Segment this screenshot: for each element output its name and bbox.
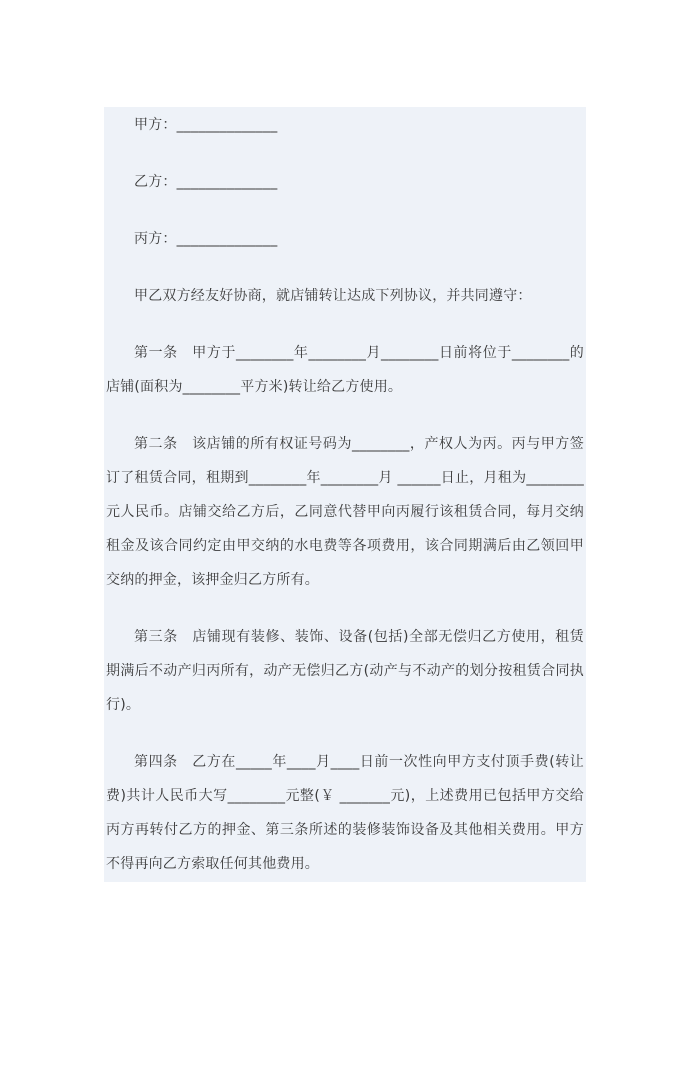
clause-2-paragraph: 第二条 该店铺的所有权证号码为________，产权人为丙。丙与甲方签订了租赁合同，租期到________年________月 ______日止，月租为________元人民币。店铺交给乙方后，乙同意代替甲向丙履行该租赁合同，每月交纳租金及该合同约定由甲交纳的水电费等各项费用，该合同期满后由乙领回甲交纳的押金，该押金归乙方所有。	[106, 436, 584, 588]
clause-4-paragraph: 第四条 乙方在_____年____月____日前一次性向甲方支付顶手费(转让费)共计人民币大写________元整(￥ _______元)，上述费用已包括甲方交给丙方再转付乙方的押金、第三条所述的装修装饰设备及其他相关费用。甲方不得再向乙方索取任何其他费用。	[106, 754, 584, 872]
party-a-line: 甲方：______________	[134, 117, 278, 133]
page	[0, 107, 690, 1083]
preamble-paragraph: 甲乙双方经友好协商，就店铺转让达成下列协议，并共同遵守：	[134, 288, 532, 304]
party-c-line: 丙方：______________	[134, 231, 278, 247]
party-b-line: 乙方：______________	[134, 174, 278, 190]
clause-3-paragraph: 第三条 店铺现有装修、装饰、设备(包括)全部无偿归乙方使用，租赁期满后不动产归丙所有，动产无偿归乙方(动产与不动产的划分按租赁合同执行)。	[106, 629, 584, 713]
contract-document	[104, 107, 586, 882]
clause-1-paragraph: 第一条 甲方于________年________月________日前将位于________的店铺(面积为________平方米)转让给乙方使用。	[106, 345, 584, 395]
